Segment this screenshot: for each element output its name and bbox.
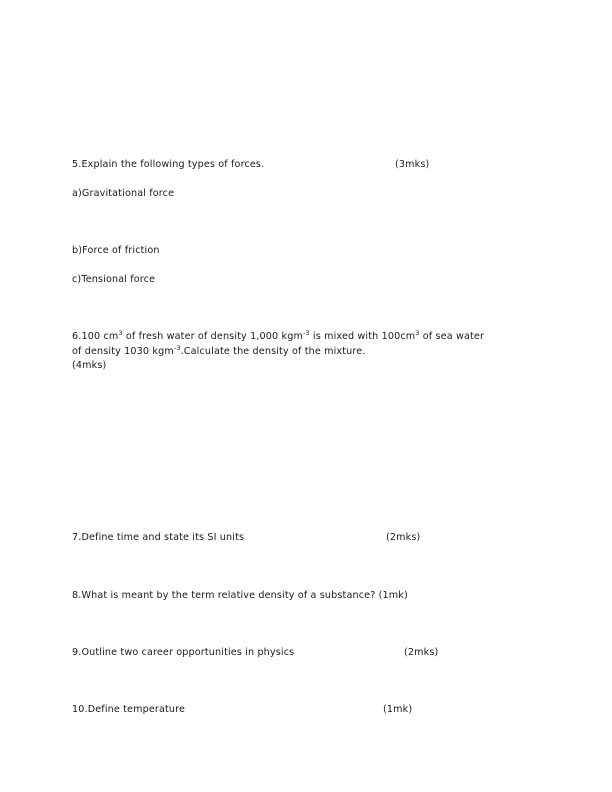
q6-sup: -3	[173, 344, 181, 352]
question-5a: a)Gravitational force	[72, 188, 175, 199]
question-6-line-1	[72, 331, 484, 343]
q6-text: of sea water	[419, 331, 485, 342]
question-5c: c)Tensional force	[72, 274, 156, 285]
question-7-marks: (2mks)	[386, 532, 421, 543]
q6-text: is mixed with 100cm	[309, 331, 416, 342]
question-9: 9.Outline two career opportunities in physics	[72, 647, 295, 658]
question-9-marks: (2mks)	[404, 647, 439, 658]
question-10-marks: (1mk)	[383, 704, 413, 715]
question-7: 7.Define time and state its SI units	[72, 532, 245, 543]
q6-text: of density 1030 kgm	[72, 346, 174, 357]
q6-sup: -3	[302, 329, 310, 337]
question-5: 5.Explain the following types of forces.	[72, 159, 265, 170]
question-6-marks: (4mks)	[72, 360, 107, 371]
question-6-line-2	[72, 346, 366, 358]
q6-text: of fresh water of density 1,000 kgm	[122, 331, 303, 342]
question-5-marks: (3mks)	[395, 159, 430, 170]
q6-text: .Calculate the density of the mixture.	[180, 346, 366, 357]
q6-sup: 3	[415, 329, 420, 337]
question-5b: b)Force of friction	[72, 245, 160, 256]
q6-sup: 3	[118, 329, 123, 337]
question-10: 10.Define temperature	[72, 704, 186, 715]
question-8: 8.What is meant by the term relative density of a substance? (1mk)	[72, 590, 408, 601]
q6-text: 6.100 cm	[72, 331, 119, 342]
